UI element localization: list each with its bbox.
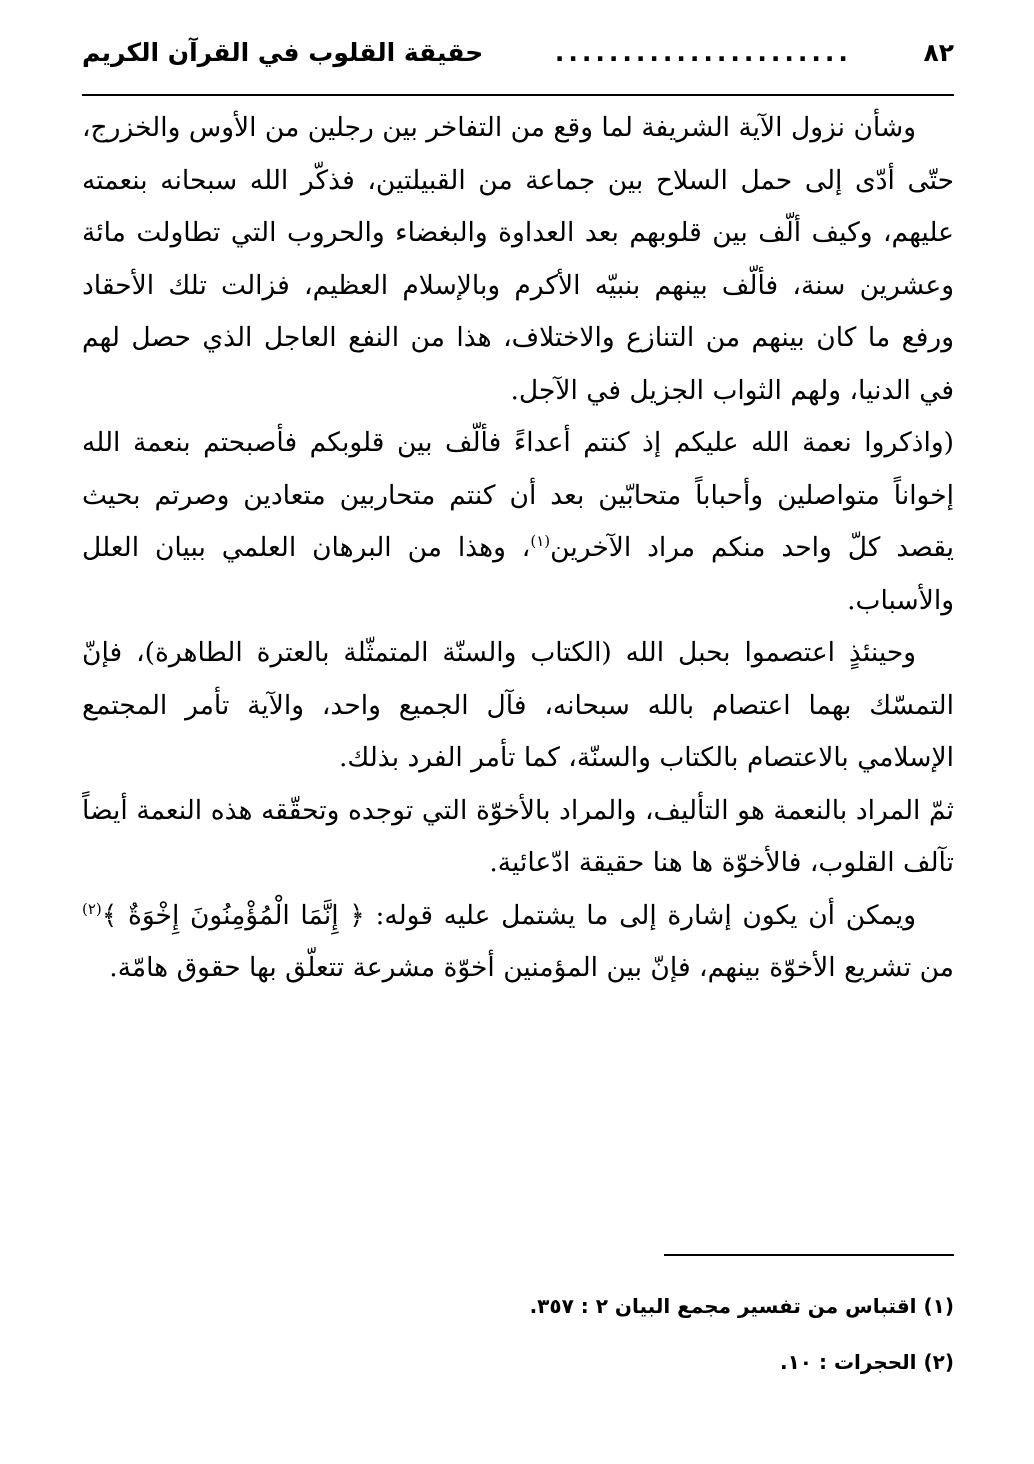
page-body — [82, 102, 954, 995]
footnote-divider — [664, 1254, 954, 1256]
footnote-2: (٢) الحجرات : ١٠. — [779, 1350, 954, 1374]
page-header — [82, 38, 954, 96]
footnotes — [82, 1254, 954, 1390]
page-number: ٨٢ — [923, 38, 954, 67]
book-page — [82, 38, 954, 1438]
paragraph-2 — [82, 417, 954, 627]
header-leader-dots: ...................... — [554, 38, 852, 67]
paragraph-5 — [82, 890, 954, 995]
paragraph-1 — [82, 102, 954, 417]
footnote-1: (١) اقتباس من تفسير مجمع البيان ٢ : ٣٥٧. — [529, 1294, 954, 1318]
paragraph-4 — [82, 785, 954, 890]
paragraph-text: ثمّ المراد بالنعمة هو التأليف، والمراد بالأخوّة التي توجده وتحقّقه هذه النعمة أيضاً تآلف القلوب، فالأخوّة ها هنا حقيقة ادّعائية. — [82, 794, 954, 878]
paragraph-text-continued: من تشريع الأخوّة بينهم، فإنّ بين المؤمنين أخوّة مشرعة تتعلّق بها حقوق هامّة. — [109, 952, 954, 983]
footnote-ref-2[interactable]: (٢) — [82, 899, 102, 918]
paragraph-text: (واذكروا نعمة الله عليكم إذ كنتم أعداءً فألّف بين قلوبكم فأصبحتم بنعمة الله إخواناً متواصلين وأحباباً متحابّين بعد أن كنتم متحاربين متعادين وصرتم بحيث يقصد كلّ واحد منكم مراد الآخرين — [82, 427, 954, 563]
paragraph-3 — [82, 627, 954, 785]
footnote-ref-1[interactable]: (١) — [530, 532, 551, 551]
paragraph-text-continued: ، وهذا من البرهان العلمي ببيان العلل والأسباب. — [82, 532, 954, 616]
paragraph-text: وشأن نزول الآية الشريفة لما وقع من التفاخر بين رجلين من الأوس والخزرج، حتّى أدّى إلى حمل السلاح بين جماعة من القبيلتين، فذكّر الله سبحانه بنعمته عليهم، وكيف ألّف بين قلوبهم بعد العداوة والبغضاء والحروب التي تطاولت مائة وعشرين سنة، فألّف بينهم بنبيّه الأكرم وبالإسلام العظيم، فزالت تلك الأحقاد ورفع ما كان بينهم من التنازع والاختلاف، هذا من النفع العاجل الذي حصل لهم في الدنيا، ولهم الثواب الجزيل في الآجل. — [82, 112, 954, 406]
paragraph-text: وحينئذٍ اعتصموا بحبل الله (الكتاب والسنّة المتمثّلة بالعترة الطاهرة)، فإنّ التمسّك بهما اعتصام بالله سبحانه، فآل الجميع واحد، والآية تأمر المجتمع الإسلامي بالاعتصام بالكتاب والسنّة، كما تأمر الفرد بذلك. — [82, 637, 954, 773]
running-title: حقيقة القلوب في القرآن الكريم — [82, 38, 484, 67]
paragraph-text: ويمكن أن يكون إشارة إلى ما يشتمل عليه قوله: ﴿ إِنَّمَا الْمُؤْمِنُونَ إِخْوَةٌ ﴾ — [101, 899, 916, 931]
